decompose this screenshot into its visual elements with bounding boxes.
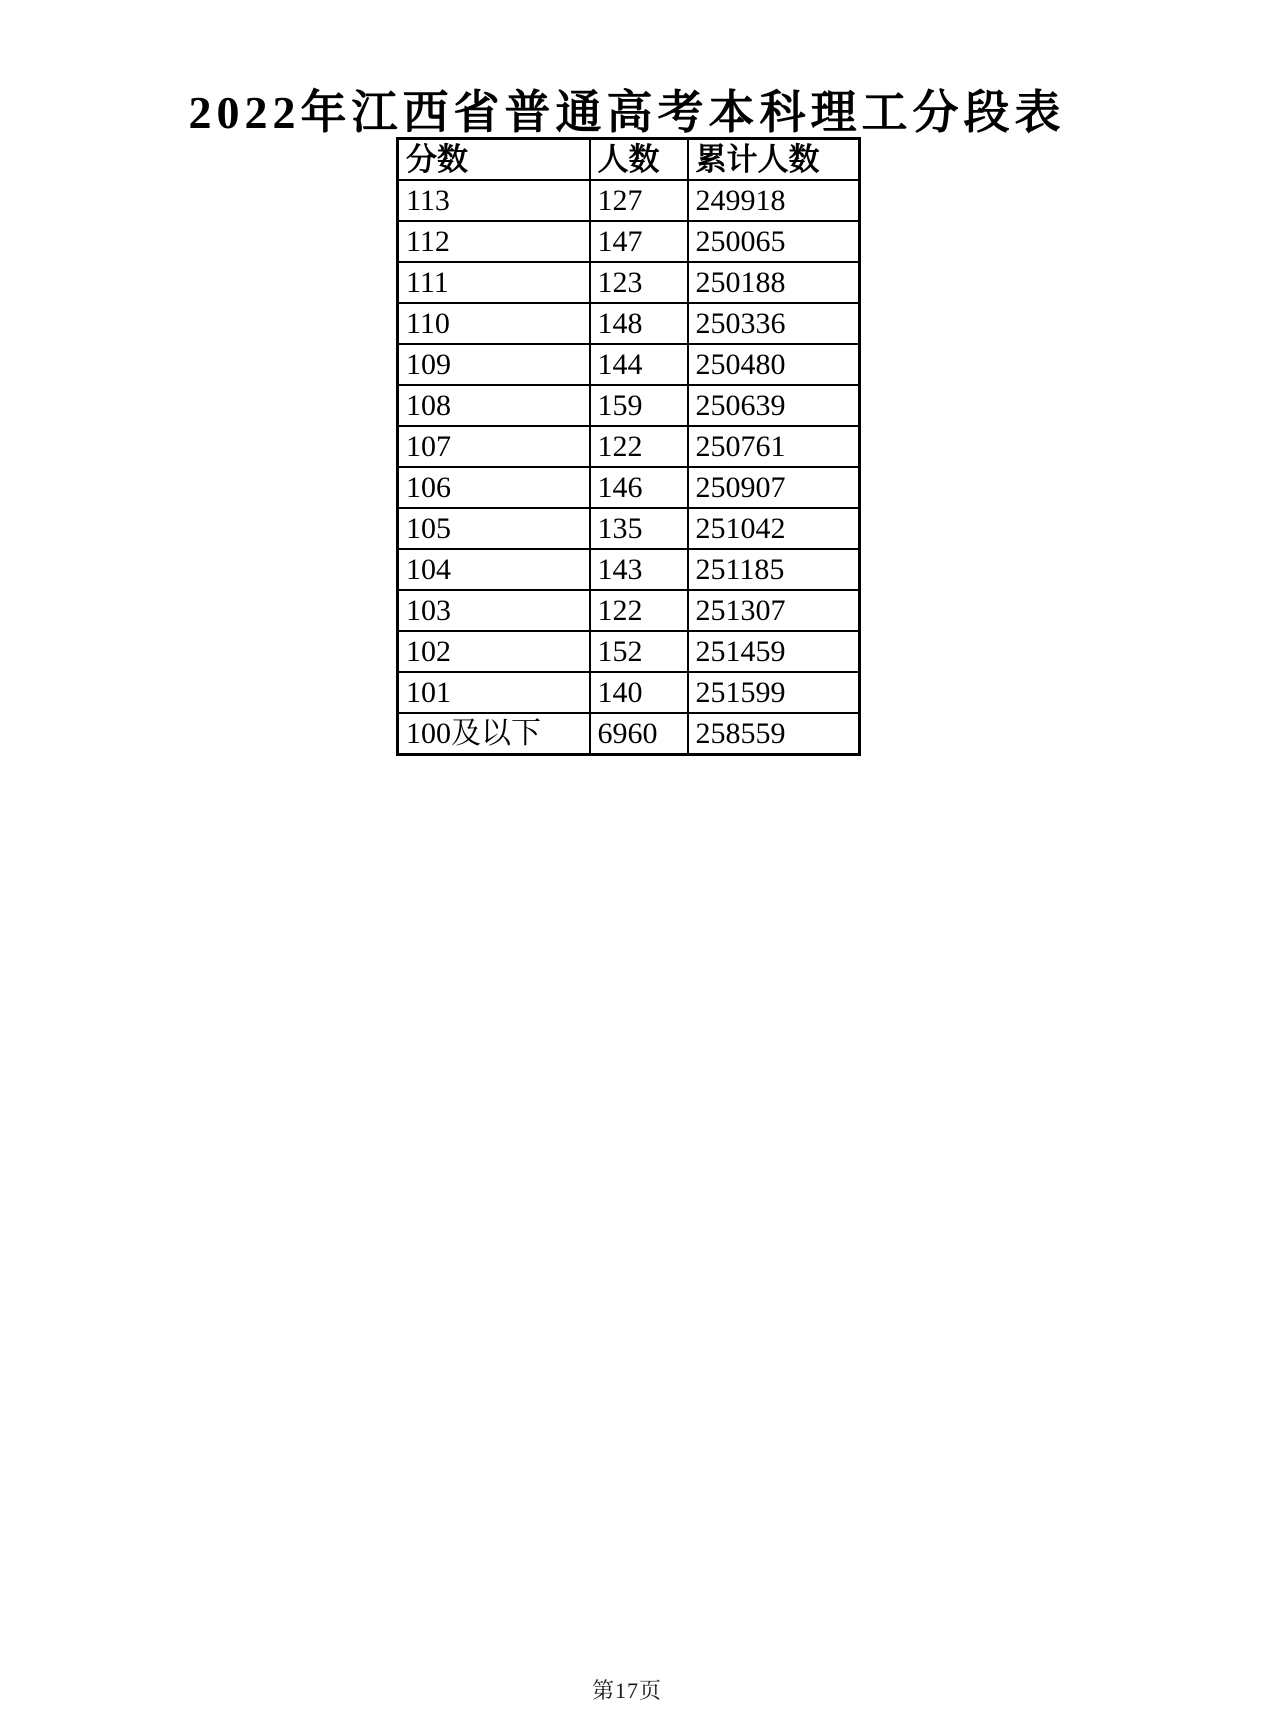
table-row (398, 262, 860, 303)
table-row (398, 508, 860, 549)
table-cell: 251307 (688, 590, 860, 631)
table-row (398, 590, 860, 631)
table-cell: 100及以下 (398, 713, 590, 755)
table-row (398, 549, 860, 590)
table-row (398, 631, 860, 672)
table-cell: 251599 (688, 672, 860, 713)
table-row (398, 467, 860, 508)
table-cell: 140 (590, 672, 688, 713)
table-cell: 104 (398, 549, 590, 590)
column-header-cumulative-count: 累计人数 (688, 139, 860, 181)
table-cell: 250188 (688, 262, 860, 303)
table-cell: 111 (398, 262, 590, 303)
table-row (398, 180, 860, 221)
table-cell: 250336 (688, 303, 860, 344)
table-cell: 122 (590, 590, 688, 631)
table-cell: 251042 (688, 508, 860, 549)
table-row (398, 672, 860, 713)
table-cell: 249918 (688, 180, 860, 221)
table-cell: 147 (590, 221, 688, 262)
table-cell: 112 (398, 221, 590, 262)
table-header-row (398, 139, 860, 181)
table-cell: 113 (398, 180, 590, 221)
table-cell: 143 (590, 549, 688, 590)
table-cell: 135 (590, 508, 688, 549)
table-row (398, 385, 860, 426)
table-cell: 109 (398, 344, 590, 385)
table-cell: 105 (398, 508, 590, 549)
table-cell: 250761 (688, 426, 860, 467)
table-cell: 127 (590, 180, 688, 221)
column-header-count: 人数 (590, 139, 688, 181)
table-cell: 250065 (688, 221, 860, 262)
table-cell: 102 (398, 631, 590, 672)
table-row (398, 344, 860, 385)
table-cell: 103 (398, 590, 590, 631)
table-row (398, 221, 860, 262)
table-cell: 250480 (688, 344, 860, 385)
page-title: 2022年江西省普通高考本科理工分段表 (188, 86, 1066, 138)
table-row (398, 426, 860, 467)
table-cell: 250907 (688, 467, 860, 508)
table-cell: 250639 (688, 385, 860, 426)
table-row (398, 713, 860, 755)
table-cell: 146 (590, 467, 688, 508)
table-cell: 148 (590, 303, 688, 344)
table-cell: 144 (590, 344, 688, 385)
table-cell: 6960 (590, 713, 688, 755)
column-header-score: 分数 (398, 139, 590, 181)
table-cell: 251459 (688, 631, 860, 672)
table-cell: 258559 (688, 713, 860, 755)
table-row (398, 303, 860, 344)
page-number: 第17页 (591, 1678, 662, 1703)
table-cell: 159 (590, 385, 688, 426)
table-cell: 123 (590, 262, 688, 303)
table-cell: 106 (398, 467, 590, 508)
table-cell: 107 (398, 426, 590, 467)
table-cell: 152 (590, 631, 688, 672)
table-cell: 122 (590, 426, 688, 467)
table-body (398, 180, 860, 755)
table-cell: 110 (398, 303, 590, 344)
score-segment-table (396, 137, 861, 756)
table-cell: 251185 (688, 549, 860, 590)
table-cell: 101 (398, 672, 590, 713)
table-cell: 108 (398, 385, 590, 426)
